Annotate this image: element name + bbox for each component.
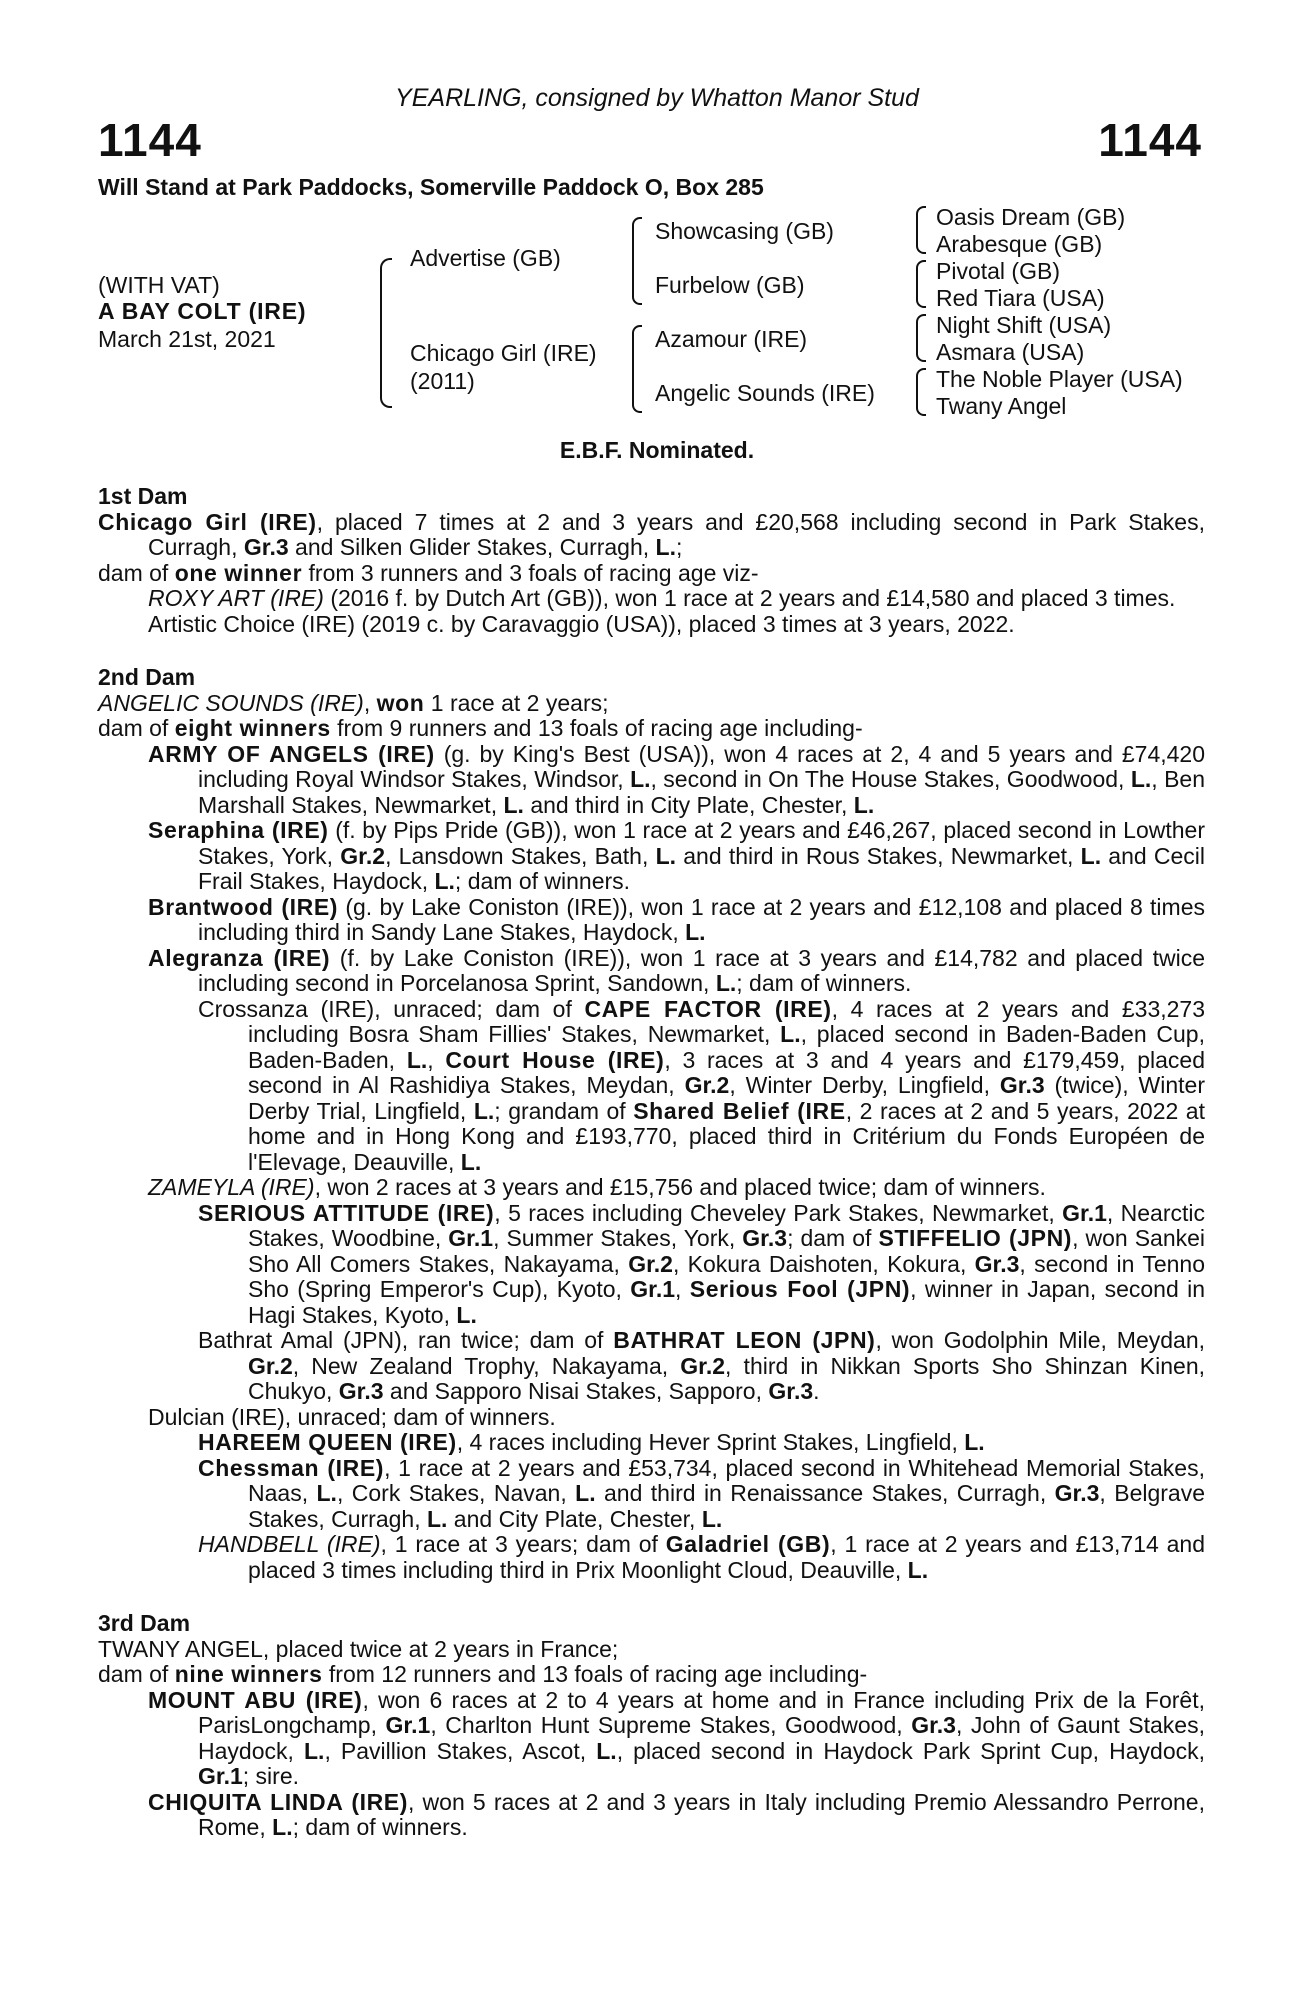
brace-g3-4b bbox=[916, 390, 926, 416]
pedigree-brace-top bbox=[380, 258, 392, 335]
sire-dam: Furbelow (GB) bbox=[655, 272, 805, 298]
brace-g3-2b bbox=[916, 282, 926, 308]
ggp-2: Arabesque (GB) bbox=[936, 231, 1103, 257]
sire-brace-top bbox=[632, 217, 642, 263]
dam-year: (2011) bbox=[410, 368, 475, 394]
horse-name: A BAY COLT (IRE) bbox=[98, 298, 307, 324]
foaling-date: March 21st, 2021 bbox=[98, 326, 276, 352]
lot-number-left: 1144 bbox=[98, 114, 202, 166]
produce-entry: Alegranza (IRE) (f. by Lake Coniston (IRE)), won 1 race at 3 years and £14,782 and placed twice including second in Porcelanosa Sprint, Sandown, L.; dam of winners. bbox=[148, 944, 1205, 996]
produce-entry: ROXY ART (IRE) (2016 f. by Dutch Art (GB)), won 1 race at 2 years and £14,580 and placed 3 times. bbox=[148, 585, 1176, 611]
ggp-6: Asmara (USA) bbox=[936, 339, 1085, 365]
produce-entry: ZAMEYLA (IRE), won 2 races at 3 years and £15,756 and placed twice; dam of winners. bbox=[148, 1174, 1046, 1200]
stand-location: Will Stand at Park Paddocks, Somerville Paddock O, Box 285 bbox=[98, 174, 764, 200]
grandproduce-entry: HANDBELL (IRE), 1 race at 3 years; dam of Galadriel (GB), 1 race at 2 years and £13,714 and placed 3 times including third in Prix Moonlight Cloud, Deauville, L. bbox=[198, 1531, 1206, 1583]
sire-name: Advertise (GB) bbox=[410, 245, 561, 271]
second-dam-summary: dam of eight winners from 9 runners and 13 foals of racing age including- bbox=[98, 715, 863, 741]
brace-g3-3b bbox=[916, 336, 926, 362]
dam-brace-bottom bbox=[632, 367, 642, 413]
produce-entry: Artistic Choice (IRE) (2019 c. by Caravaggio (USA)), placed 3 times at 3 years, 2022. bbox=[148, 610, 1015, 637]
dam-summary: dam of one winner from 3 runners and 3 foals of racing age viz- bbox=[98, 559, 759, 586]
sire-brace-bottom bbox=[632, 259, 642, 305]
sire-sire: Showcasing (GB) bbox=[655, 218, 834, 244]
dam-name: Chicago Girl (IRE) bbox=[410, 340, 597, 366]
third-dam-entry: TWANY ANGEL, placed twice at 2 years in France; bbox=[98, 1635, 619, 1662]
produce-record bbox=[98, 484, 1205, 1841]
dam-entry: Chicago Girl (IRE), placed 7 times at 2 and 3 years and £20,568 including second in Park Stakes, Curragh, Gr.3 and Silken Glider Stakes, Curragh, L.; bbox=[98, 508, 1205, 560]
grandproduce-entry: Chessman (IRE), 1 race at 2 years and £53,734, placed second in Whitehead Memorial Stakes, Naas, L., Cork Stakes, Navan, L. and third in Renaissance Stakes, Curragh, Gr.3, Belgrave Stakes, Curragh, L. and City Plate, Chester, L. bbox=[198, 1454, 1205, 1532]
grandproduce-entry: Bathrat Amal (JPN), ran twice; dam of BATHRAT LEON (JPN), won Godolphin Mile, Meydan, Gr.2, New Zealand Trophy, Nakayama, Gr.2, third in Nikkan Sports Sho Shinzan Kinen, Chukyo, Gr.3 and Sapporo Nisai Stakes, Sapporo, Gr.3. bbox=[198, 1327, 1206, 1404]
produce-entry: Dulcian (IRE), unraced; dam of winners. bbox=[148, 1403, 556, 1430]
ggp-8: Twany Angel bbox=[936, 393, 1067, 419]
ggp-1: Oasis Dream (GB) bbox=[936, 204, 1126, 230]
grandproduce-entry: Crossanza (IRE), unraced; dam of CAPE FACTOR (IRE), 4 races at 2 years and £33,273 including Bosra Sham Fillies' Stakes, Newmarket, L., placed second in Baden-Baden Cup, Baden-Baden, L., Court House (IRE), 3 races at 3 and 4 years and £179,459, placed second in Al Rashidiya Stakes, Meydan, Gr.2, Winter Derby, Lingfield, Gr.3 (twice), Winter Derby Trial, Lingfield, L.; grandam of Shared Belief (IRE, 2 races at 2 and 5 years, 2022 at home and in Hong Kong and £193,770, placed third in Critérium du Fonds Européen de l'Elevage, Deauville, L. bbox=[198, 995, 1206, 1175]
ebf-nomination: E.B.F. Nominated. bbox=[559, 437, 755, 463]
dam-dam: Angelic Sounds (IRE) bbox=[655, 380, 875, 406]
pedigree-brace-bottom bbox=[380, 331, 392, 408]
produce-entry: Brantwood (IRE) (g. by Lake Coniston (IRE)), won 1 race at 2 years and £12,108 and placed 8 times including third in Sandy Lane Stakes, Haydock, L. bbox=[148, 893, 1205, 945]
ggp-7: The Noble Player (USA) bbox=[936, 366, 1183, 392]
consignor-line: YEARLING, consigned by Whatton Manor Stud bbox=[395, 84, 919, 112]
ggp-3: Pivotal (GB) bbox=[936, 258, 1060, 284]
dam-sire: Azamour (IRE) bbox=[655, 326, 808, 352]
grandproduce-entry: HAREEM QUEEN (IRE), 4 races including Hever Sprint Stakes, Lingfield, L. bbox=[198, 1429, 985, 1455]
produce-entry: CHIQUITA LINDA (IRE), won 5 races at 2 and 3 years in Italy including Premio Alessandro Perrone, Rome, L.; dam of winners. bbox=[148, 1788, 1205, 1840]
first-dam-heading: 1st Dam bbox=[98, 483, 188, 509]
third-dam-heading: 3rd Dam bbox=[98, 1610, 191, 1636]
lot-number-right: 1144 bbox=[1098, 114, 1202, 166]
produce-entry: ARMY OF ANGELS (IRE) (g. by King's Best (USA)), won 4 races at 2, 4 and 5 years and £74,420 including Royal Windsor Stakes, Windsor, L., second in On The House Stakes, Goodwood, L., Ben Marshall Stakes, Newmarket, L. and third in City Plate, Chester, L. bbox=[148, 740, 1206, 818]
produce-entry: MOUNT ABU (IRE), won 6 races at 2 to 4 years at home and in France including Prix de la Forêt, ParisLongchamp, Gr.1, Charlton Hunt Supreme Stakes, Goodwood, Gr.3, John of Gaunt Stakes, Haydock, L., Pavillion Stakes, Ascot, L., placed second in Haydock Park Sprint Cup, Haydock, Gr.1; sire. bbox=[148, 1686, 1206, 1789]
dam-brace-top bbox=[632, 325, 642, 371]
produce-entry: Seraphina (IRE) (f. by Pips Pride (GB)), won 1 race at 2 years and £46,267, placed second in Lowther Stakes, York, Gr.2, Lansdown Stakes, Bath, L. and third in Rous Stakes, Newmarket, L. and Cecil Frail Stakes, Haydock, L.; dam of winners. bbox=[148, 817, 1206, 894]
second-dam-heading: 2nd Dam bbox=[98, 664, 196, 690]
grandproduce-entry: SERIOUS ATTITUDE (IRE), 5 races including Cheveley Park Stakes, Newmarket, Gr.1, Nearctic Stakes, Woodbine, Gr.1, Summer Stakes, York, Gr.3; dam of STIFFELIO (JPN), won Sankei Sho All Comers Stakes, Nakayama, Gr.2, Kokura Daishoten, Kokura, Gr.3, second in Tenno Sho (Spring Emperor's Cup), Kyoto, Gr.1, Serious Fool (JPN), winner in Japan, second in Hagi Stakes, Kyoto, L. bbox=[198, 1199, 1206, 1328]
vat-note: (WITH VAT) bbox=[98, 272, 220, 298]
brace-g3-1b bbox=[916, 228, 926, 254]
third-dam-summary: dam of nine winners from 12 runners and 13 foals of racing age including- bbox=[98, 1661, 868, 1687]
second-dam-entry: ANGELIC SOUNDS (IRE), won 1 race at 2 years; bbox=[98, 689, 609, 716]
ggp-5: Night Shift (USA) bbox=[936, 312, 1112, 338]
ggp-4: Red Tiara (USA) bbox=[936, 285, 1105, 311]
